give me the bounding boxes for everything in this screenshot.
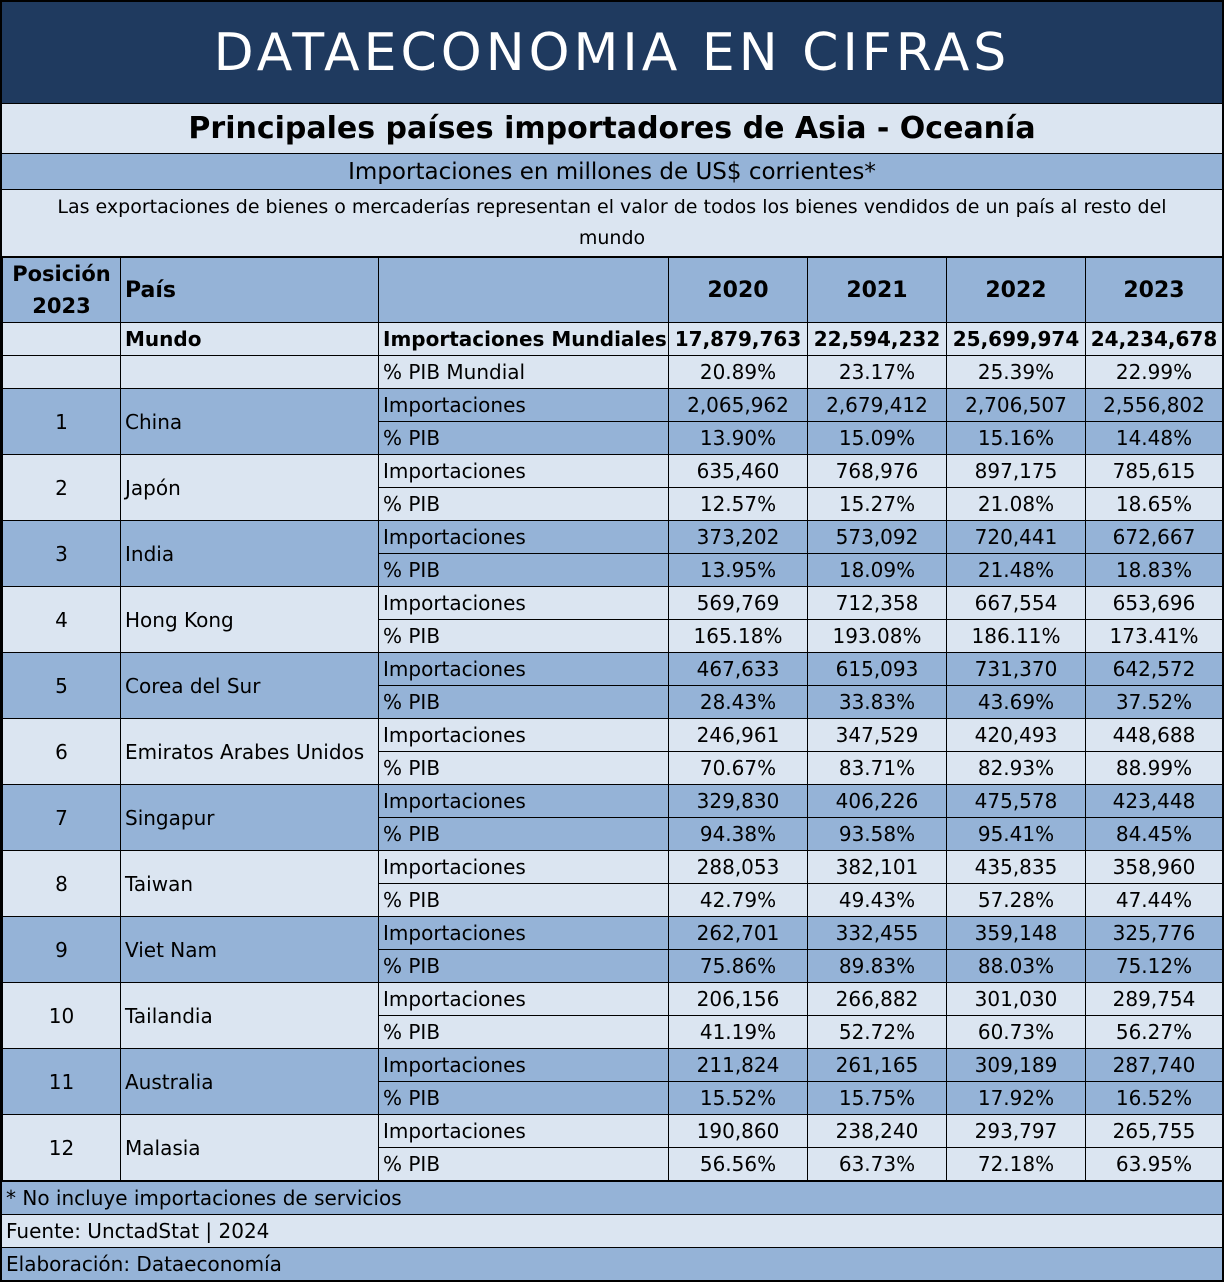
country-imports-row [3, 719, 1223, 752]
gdp-value: 42.79% [669, 884, 808, 917]
country-name: Australia [121, 1049, 379, 1115]
imports-value: 238,240 [808, 1115, 947, 1148]
imports-value: 785,615 [1086, 455, 1223, 488]
gdp-label: % PIB [379, 488, 669, 521]
imports-value: 358,960 [1086, 851, 1223, 884]
imports-value: 347,529 [808, 719, 947, 752]
country-name: Hong Kong [121, 587, 379, 653]
gdp-value: 84.45% [1086, 818, 1223, 851]
imports-value: 266,882 [808, 983, 947, 1016]
rank-cell: 9 [3, 917, 121, 983]
gdp-value: 12.57% [669, 488, 808, 521]
gdp-label: % PIB [379, 422, 669, 455]
world-imports-value: 24,234,678 [1086, 323, 1223, 356]
imports-value: 448,688 [1086, 719, 1223, 752]
imports-value: 435,835 [947, 851, 1086, 884]
footnote: * No incluye importaciones de servicios [2, 1181, 1222, 1214]
gdp-value: 15.09% [808, 422, 947, 455]
gdp-label: % PIB [379, 620, 669, 653]
world-gdp-label: % PIB Mundial [379, 356, 669, 389]
imports-value: 293,797 [947, 1115, 1086, 1148]
imports-value: 325,776 [1086, 917, 1223, 950]
world-label-cell [121, 356, 379, 389]
world-gdp-row [3, 356, 1223, 389]
country-imports-row [3, 1049, 1223, 1082]
imports-value: 206,156 [669, 983, 808, 1016]
world-gdp-value: 20.89% [669, 356, 808, 389]
gdp-value: 52.72% [808, 1016, 947, 1049]
imports-label: Importaciones [379, 851, 669, 884]
world-rank-cell [3, 323, 121, 356]
rank-cell: 11 [3, 1049, 121, 1115]
gdp-value: 16.52% [1086, 1082, 1223, 1115]
country-imports-row [3, 455, 1223, 488]
imports-value: 359,148 [947, 917, 1086, 950]
gdp-value: 18.83% [1086, 554, 1223, 587]
imports-value: 2,556,802 [1086, 389, 1223, 422]
gdp-value: 21.48% [947, 554, 1086, 587]
imports-label: Importaciones [379, 521, 669, 554]
world-gdp-value: 25.39% [947, 356, 1086, 389]
gdp-label: % PIB [379, 686, 669, 719]
imports-label: Importaciones [379, 587, 669, 620]
country-name: Japón [121, 455, 379, 521]
imports-value: 287,740 [1086, 1049, 1223, 1082]
world-imports-value: 22,594,232 [808, 323, 947, 356]
gdp-value: 15.52% [669, 1082, 808, 1115]
gdp-label: % PIB [379, 1148, 669, 1181]
imports-value: 265,755 [1086, 1115, 1223, 1148]
gdp-value: 33.83% [808, 686, 947, 719]
rank-cell: 3 [3, 521, 121, 587]
imports-label: Importaciones [379, 917, 669, 950]
gdp-value: 49.43% [808, 884, 947, 917]
gdp-value: 17.92% [947, 1082, 1086, 1115]
gdp-value: 72.18% [947, 1148, 1086, 1181]
country-imports-row [3, 983, 1223, 1016]
world-gdp-value: 22.99% [1086, 356, 1223, 389]
gdp-value: 13.90% [669, 422, 808, 455]
gdp-value: 56.56% [669, 1148, 808, 1181]
country-name: Viet Nam [121, 917, 379, 983]
imports-value: 475,578 [947, 785, 1086, 818]
imports-label: Importaciones [379, 455, 669, 488]
imports-label: Importaciones [379, 719, 669, 752]
imports-label: Importaciones [379, 1115, 669, 1148]
header-position: Posición 2023 [3, 258, 121, 323]
gdp-value: 88.99% [1086, 752, 1223, 785]
country-name: Emiratos Arabes Unidos [121, 719, 379, 785]
gdp-value: 70.67% [669, 752, 808, 785]
imports-label: Importaciones [379, 653, 669, 686]
gdp-value: 37.52% [1086, 686, 1223, 719]
header-blank [379, 258, 669, 323]
rank-cell: 1 [3, 389, 121, 455]
gdp-value: 57.28% [947, 884, 1086, 917]
gdp-value: 82.93% [947, 752, 1086, 785]
rank-cell: 5 [3, 653, 121, 719]
gdp-value: 63.95% [1086, 1148, 1223, 1181]
country-imports-row [3, 587, 1223, 620]
imports-value: 897,175 [947, 455, 1086, 488]
imports-value: 667,554 [947, 587, 1086, 620]
header-country: País [121, 258, 379, 323]
definition-note: Las exportaciones de bienes o mercaderías representan el valor de todos los bienes vendidos de un país al resto del mundo [2, 190, 1222, 257]
header-year: 2023 [1086, 258, 1223, 323]
imports-value: 731,370 [947, 653, 1086, 686]
country-name: India [121, 521, 379, 587]
imports-value: 211,824 [669, 1049, 808, 1082]
imports-value: 2,065,962 [669, 389, 808, 422]
imports-value: 712,358 [808, 587, 947, 620]
imports-label: Importaciones [379, 785, 669, 818]
gdp-value: 15.75% [808, 1082, 947, 1115]
rank-cell: 2 [3, 455, 121, 521]
country-name: China [121, 389, 379, 455]
country-imports-row [3, 389, 1223, 422]
imports-value: 2,706,507 [947, 389, 1086, 422]
world-label: Mundo [121, 323, 379, 356]
gdp-label: % PIB [379, 1082, 669, 1115]
gdp-label: % PIB [379, 950, 669, 983]
gdp-label: % PIB [379, 1016, 669, 1049]
gdp-value: 89.83% [808, 950, 947, 983]
world-imports-row [3, 323, 1223, 356]
country-imports-row [3, 851, 1223, 884]
country-name: Corea del Sur [121, 653, 379, 719]
page-subtitle: Importaciones en millones de US$ corrientes* [2, 154, 1222, 190]
imports-value: 642,572 [1086, 653, 1223, 686]
gdp-value: 21.08% [947, 488, 1086, 521]
gdp-value: 47.44% [1086, 884, 1223, 917]
world-gdp-value: 23.17% [808, 356, 947, 389]
gdp-label: % PIB [379, 884, 669, 917]
imports-value: 467,633 [669, 653, 808, 686]
gdp-value: 93.58% [808, 818, 947, 851]
imports-value: 635,460 [669, 455, 808, 488]
gdp-value: 173.41% [1086, 620, 1223, 653]
gdp-value: 15.16% [947, 422, 1086, 455]
world-imports-label: Importaciones Mundiales [379, 323, 669, 356]
imports-table [2, 257, 1223, 1181]
gdp-value: 56.27% [1086, 1016, 1223, 1049]
header-year: 2022 [947, 258, 1086, 323]
gdp-value: 75.12% [1086, 950, 1223, 983]
country-imports-row [3, 785, 1223, 818]
rank-cell: 4 [3, 587, 121, 653]
gdp-value: 165.18% [669, 620, 808, 653]
imports-value: 2,679,412 [808, 389, 947, 422]
imports-value: 768,976 [808, 455, 947, 488]
rank-cell: 10 [3, 983, 121, 1049]
imports-value: 615,093 [808, 653, 947, 686]
country-name: Tailandia [121, 983, 379, 1049]
credit-line: Elaboración: Dataeconomía [2, 1247, 1222, 1280]
imports-value: 329,830 [669, 785, 808, 818]
gdp-label: % PIB [379, 818, 669, 851]
gdp-value: 193.08% [808, 620, 947, 653]
gdp-value: 28.43% [669, 686, 808, 719]
header-year: 2020 [669, 258, 808, 323]
imports-value: 420,493 [947, 719, 1086, 752]
world-imports-value: 17,879,763 [669, 323, 808, 356]
gdp-label: % PIB [379, 752, 669, 785]
gdp-value: 94.38% [669, 818, 808, 851]
country-name: Malasia [121, 1115, 379, 1181]
gdp-value: 83.71% [808, 752, 947, 785]
rank-cell: 6 [3, 719, 121, 785]
imports-value: 246,961 [669, 719, 808, 752]
imports-value: 406,226 [808, 785, 947, 818]
imports-value: 262,701 [669, 917, 808, 950]
imports-value: 720,441 [947, 521, 1086, 554]
country-name: Singapur [121, 785, 379, 851]
gdp-value: 88.03% [947, 950, 1086, 983]
imports-value: 301,030 [947, 983, 1086, 1016]
imports-label: Importaciones [379, 1049, 669, 1082]
gdp-value: 63.73% [808, 1148, 947, 1181]
header-row [3, 258, 1223, 323]
gdp-value: 41.19% [669, 1016, 808, 1049]
gdp-value: 186.11% [947, 620, 1086, 653]
imports-label: Importaciones [379, 389, 669, 422]
imports-value: 672,667 [1086, 521, 1223, 554]
world-imports-value: 25,699,974 [947, 323, 1086, 356]
imports-value: 653,696 [1086, 587, 1223, 620]
gdp-value: 15.27% [808, 488, 947, 521]
country-imports-row [3, 653, 1223, 686]
imports-value: 423,448 [1086, 785, 1223, 818]
country-imports-row [3, 521, 1223, 554]
imports-value: 332,455 [808, 917, 947, 950]
gdp-value: 43.69% [947, 686, 1086, 719]
gdp-value: 18.65% [1086, 488, 1223, 521]
imports-label: Importaciones [379, 983, 669, 1016]
imports-value: 288,053 [669, 851, 808, 884]
world-rank-cell [3, 356, 121, 389]
gdp-value: 60.73% [947, 1016, 1086, 1049]
header-year: 2021 [808, 258, 947, 323]
imports-value: 373,202 [669, 521, 808, 554]
gdp-value: 75.86% [669, 950, 808, 983]
imports-table-body [3, 258, 1223, 1181]
gdp-value: 13.95% [669, 554, 808, 587]
imports-value: 382,101 [808, 851, 947, 884]
gdp-value: 95.41% [947, 818, 1086, 851]
brand-banner: DATAECONOMIA EN CIFRAS [2, 2, 1222, 104]
imports-value: 261,165 [808, 1049, 947, 1082]
source-line: Fuente: UnctadStat | 2024 [2, 1214, 1222, 1247]
imports-value: 190,860 [669, 1115, 808, 1148]
rank-cell: 8 [3, 851, 121, 917]
country-name: Taiwan [121, 851, 379, 917]
rank-cell: 12 [3, 1115, 121, 1181]
page-title: Principales países importadores de Asia - Oceanía [2, 104, 1222, 154]
gdp-value: 18.09% [808, 554, 947, 587]
gdp-value: 14.48% [1086, 422, 1223, 455]
country-imports-row [3, 917, 1223, 950]
gdp-label: % PIB [379, 554, 669, 587]
imports-value: 573,092 [808, 521, 947, 554]
imports-value: 569,769 [669, 587, 808, 620]
imports-value: 309,189 [947, 1049, 1086, 1082]
country-imports-row [3, 1115, 1223, 1148]
rank-cell: 7 [3, 785, 121, 851]
imports-value: 289,754 [1086, 983, 1223, 1016]
